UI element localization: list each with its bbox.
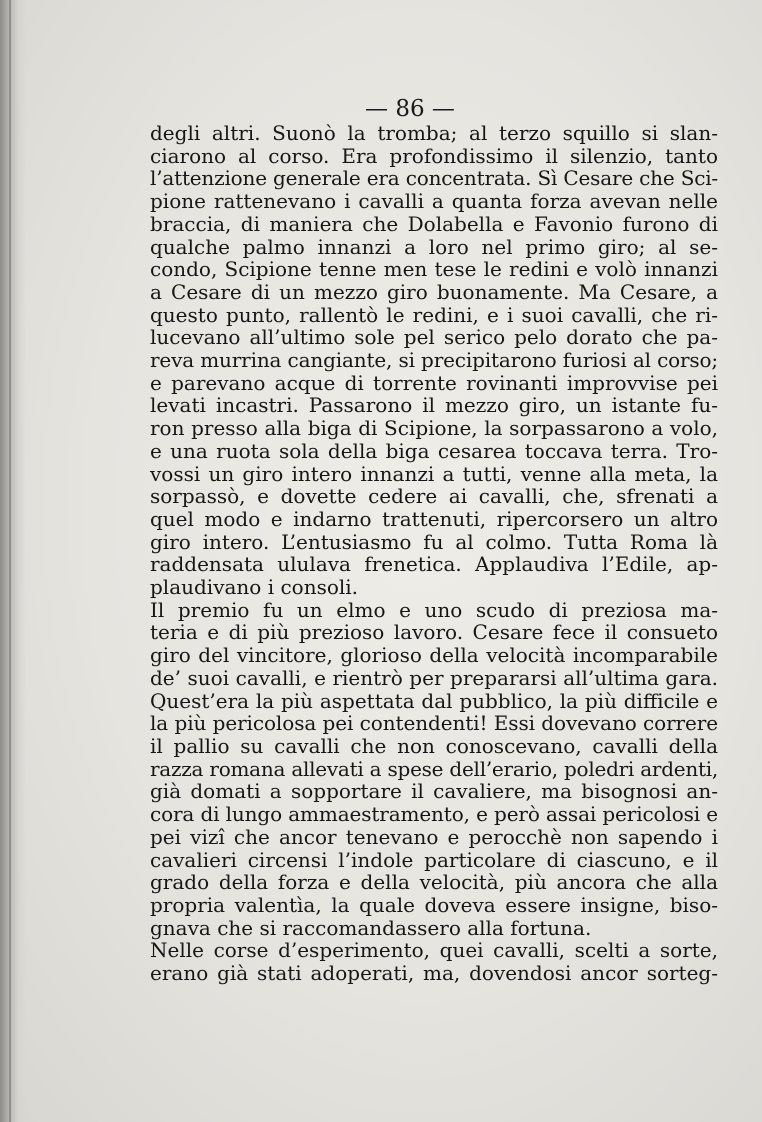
text-line: ron presso alla biga di Scipione, la sorpassarono a volo, [150,416,718,441]
text-line: pione rattenevano i cavalli a quanta forza avevan nelle [150,189,718,214]
text-line: l’attenzione generale era concentrata. Sì Cesare che Sci- [150,166,718,191]
binding-gutter [0,0,26,1122]
text-line: propria valentìa, la quale doveva essere insigne, biso- [150,892,718,917]
text-line: ciarono al corso. Era profondissimo il silenzio, tanto [150,143,718,168]
text-line: Quest’era la più aspettata dal pubblico, la più difficile e [150,688,718,713]
text-line: teria e di più prezioso lavoro. Cesare fece il consueto [150,620,718,645]
text-line: grado della forza e della velocità, più ancora che alla [150,870,718,895]
text-line: già domati a sopportare il cavaliere, ma bisognosi an- [150,779,718,804]
text-line: questo punto, rallentò le redini, e i suoi cavalli, che ri- [150,302,718,327]
text-line: sorpassò, e dovette cedere ai cavalli, che, sfrenati a [150,484,718,509]
text-line: raddensata ululava frenetica. Applaudiva l’Edile, ap- [150,552,718,577]
text-line: la più pericolosa pei contendenti! Essi dovevano correre [150,711,718,736]
text-line: gnava che si raccomandassero alla fortuna. [150,915,592,940]
text-line: quel modo e indarno trattenuti, ripercorsero un altro [150,506,718,531]
page-number: — 86 — [365,96,455,122]
text-line: Il premio fu un elmo e uno scudo di preziosa ma- [150,597,718,622]
text-line: braccia, di maniera che Dolabella e Favonio furono di [150,211,718,236]
text-line: cora di lungo ammaestramento, e però assai pericolosi e [150,802,718,827]
text-line: reva murrina cangiante, si precipitarono furiosi al corso; [150,348,718,373]
text-line: de’ suoi cavalli, e rientrò per prepararsi all’ultima gara. [150,665,718,690]
text-line: e parevano acque di torrente rovinanti improvvise pei [150,370,718,395]
text-line: degli altri. Suonò la tromba; al terzo squillo si slan- [150,121,718,145]
text-line: il pallio su cavalli che non conoscevano, cavalli della [150,733,718,758]
text-line: plaudivano i consoli. [150,575,359,600]
text-line: pei vizî che ancor tenevano e perocchè non sapendo i [150,824,718,849]
text-line: erano già stati adoperati, ma, dovendosi ancor sorteg- [150,961,718,986]
text-line: condo, Scipione tenne men tese le redini e volò innanzi [150,257,718,282]
text-line: e una ruota sola della biga cesarea toccava terra. Tro- [150,438,718,463]
text-line: razza romana allevati a spese dell’erario, poledri ardenti, [150,756,718,781]
binding-line [9,0,11,1122]
text-line: vossi un giro intero innanzi a tutti, venne alla meta, la [150,461,718,486]
text-line: a Cesare di un mezzo giro buonamente. Ma Cesare, a [150,279,718,304]
text-line: qualche palmo innanzi a loro nel primo giro; al se- [150,234,718,259]
text-line: giro del vincitore, glorioso della velocità incomparabile [150,643,718,668]
body-text [150,122,718,985]
text-line: lucevano all’ultimo sole pel serico pelo dorato che pa- [150,325,718,350]
text-line: cavalieri circensi l’indole particolare di ciascuno, e il [150,847,718,872]
text-line: giro intero. L’entusiasmo fu al colmo. Tutta Roma là [150,529,718,554]
text-line: Nelle corse d’esperimento, quei cavalli, scelti a sorte, [150,938,718,963]
text-line: levati incastri. Passarono il mezzo giro, un istante fu- [150,393,718,418]
